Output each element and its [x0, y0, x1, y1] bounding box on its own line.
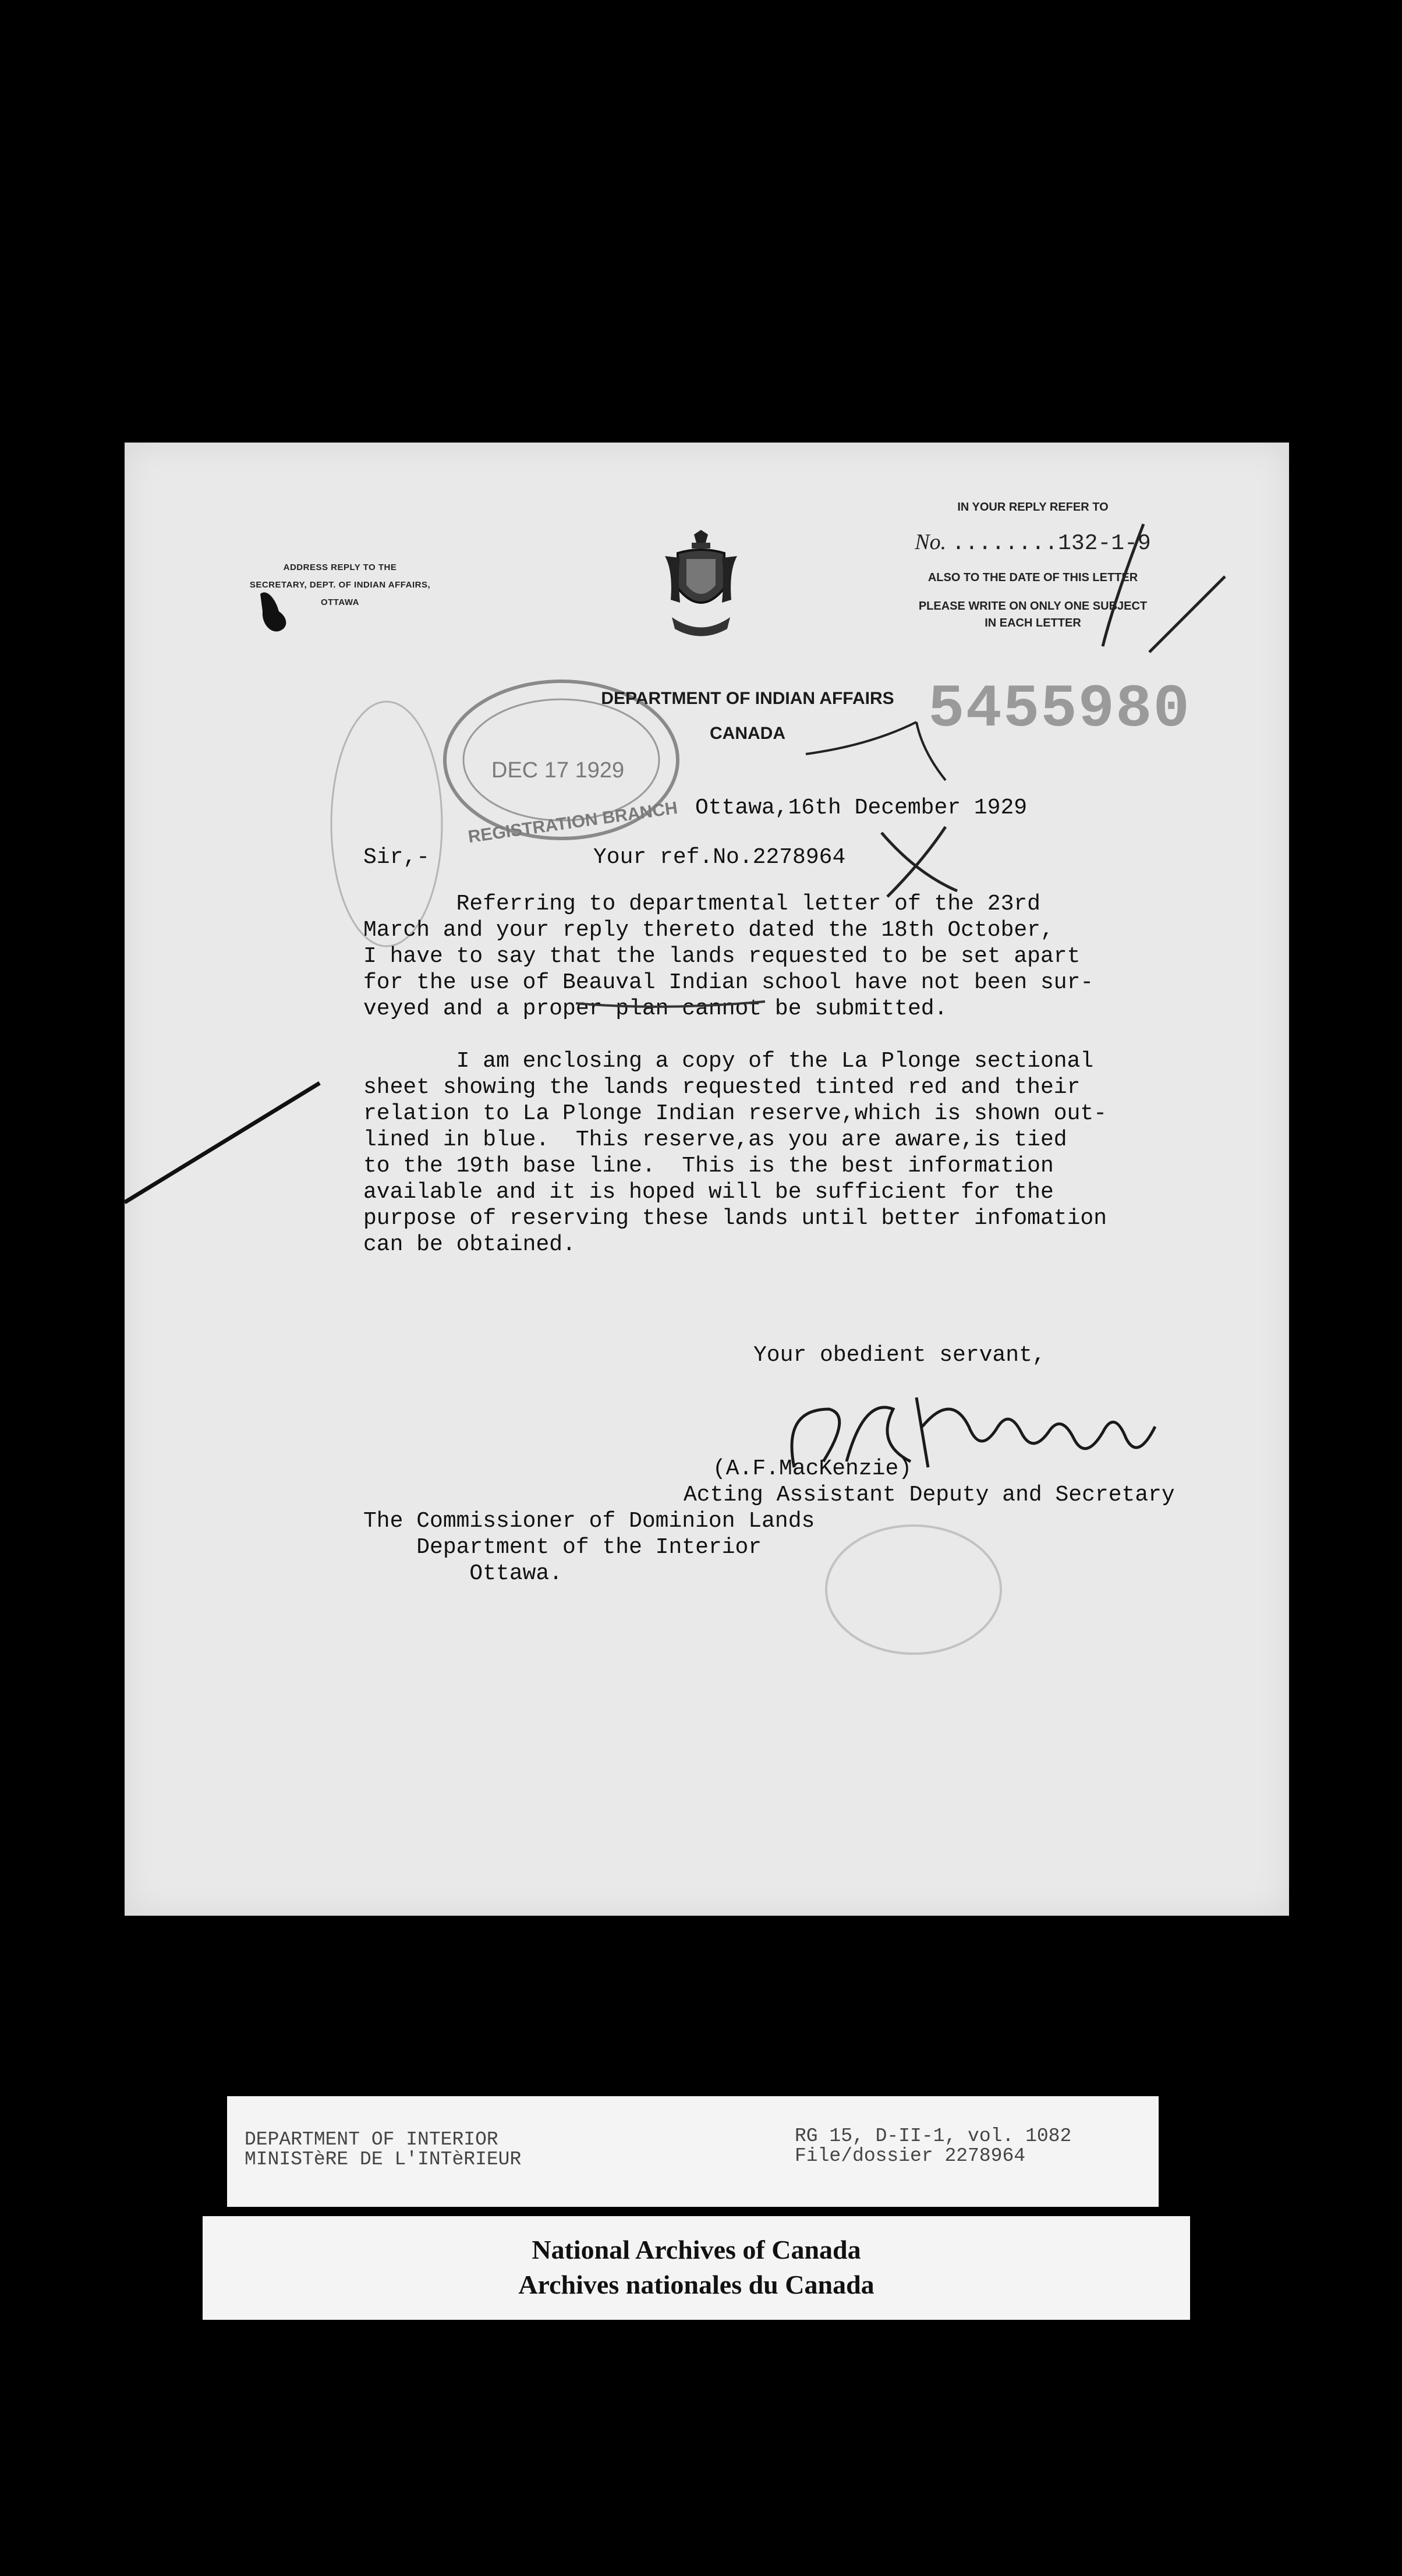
stamp-date: DEC 17 1929 — [491, 758, 625, 783]
faint-circle-stamp — [817, 1514, 1010, 1665]
paragraph-line: available and it is hoped will be sufficient for the — [363, 1180, 1054, 1205]
paragraph-line: I have to say that the lands requested to be set apart — [363, 944, 1081, 969]
paragraph-line: March and your reply thereto dated the 18th October, — [363, 918, 1054, 943]
archive-label-line: RG 15, D-II-1, vol. 1082 — [795, 2125, 1072, 2147]
place-date: Ottawa,16th December 1929 — [695, 795, 1028, 820]
coat-of-arms-icon — [660, 530, 742, 641]
archive-banner-english: National Archives of Canada — [532, 2235, 861, 2264]
salutation: Sir,- — [363, 845, 430, 870]
stamp-number: 5455980 — [928, 675, 1191, 744]
archive-label-right — [795, 2126, 1071, 2166]
department-country: CANADA — [710, 724, 785, 743]
paragraph-line: sheet showing the lands requested tinted red and their — [363, 1075, 1081, 1100]
paragraph-line: veyed and a proper plan cannot be submitted. — [363, 996, 948, 1021]
file-number-value: ........132-1-9 — [951, 531, 1151, 556]
archive-reference-label — [227, 2096, 1159, 2207]
your-reference: Your ref.No.2278964 — [593, 845, 846, 870]
archive-label-line: DEPARTMENT OF INTERIOR — [245, 2129, 498, 2150]
paragraph-line: purpose of reserving these lands until better infomation — [363, 1206, 1107, 1231]
paragraph-line: for the use of Beauval Indian school have not been sur- — [363, 970, 1094, 995]
paragraph-line: Referring to departmental letter of the 23rd — [363, 891, 1040, 917]
ink-blot — [256, 588, 291, 635]
paragraph-line: lined in blue. This reserve,as you are aware,is tied — [363, 1127, 1067, 1152]
margin-pen-stroke — [113, 1077, 323, 1211]
address-line: SECRETARY, DEPT. OF INDIAN AFFAIRS, — [249, 580, 431, 590]
each-letter-text: IN EACH LETTER — [985, 617, 1081, 629]
underline-mark — [573, 995, 922, 1012]
reply-refer-text: IN YOUR REPLY REFER TO — [957, 501, 1109, 514]
recipient-line: The Commissioner of Dominion Lands — [363, 1509, 815, 1534]
pen-check-mark — [800, 699, 986, 786]
no-label: No. — [915, 530, 947, 554]
archive-label-line: MINISTèRE DE L'INTèRIEUR — [245, 2149, 522, 2170]
address-reply-block — [218, 559, 462, 611]
signer-name: (A.F.MacKenzie) — [713, 1456, 912, 1481]
archive-label-line: File/dossier 2278964 — [795, 2145, 1026, 2167]
letter-page — [125, 443, 1289, 1916]
closing: Your obedient servant, — [753, 1343, 1046, 1368]
one-subject-text: PLEASE WRITE ON ONLY ONE SUBJECT — [918, 600, 1148, 613]
recipient-line: Ottawa. — [363, 1561, 563, 1586]
paragraph-line: relation to La Plonge Indian reserve,which is shown out- — [363, 1101, 1107, 1126]
archive-banner — [203, 2216, 1190, 2320]
paragraph-line: to the 19th base line. This is the best information — [363, 1153, 1054, 1179]
archive-banner-french: Archives nationales du Canada — [518, 2270, 875, 2299]
signer-title: Acting Assistant Deputy and Secretary — [684, 1482, 1175, 1508]
pen-mark — [1033, 512, 1237, 658]
pen-x-mark — [864, 821, 963, 903]
also-date-text: ALSO TO THE DATE OF THIS LETTER — [927, 571, 1138, 584]
paragraph-line: can be obtained. — [363, 1232, 576, 1257]
address-line: OTTAWA — [320, 597, 360, 607]
recipient-line: Department of the Interior — [363, 1535, 762, 1560]
department-name: DEPARTMENT OF INDIAN AFFAIRS — [601, 689, 894, 708]
address-line: ADDRESS REPLY TO THE — [283, 562, 397, 572]
stamp-branch: REGISTRATION BRANCH — [466, 798, 679, 847]
archive-label-left — [245, 2130, 521, 2170]
paragraph-line: I am enclosing a copy of the La Plonge sectional — [363, 1049, 1094, 1074]
